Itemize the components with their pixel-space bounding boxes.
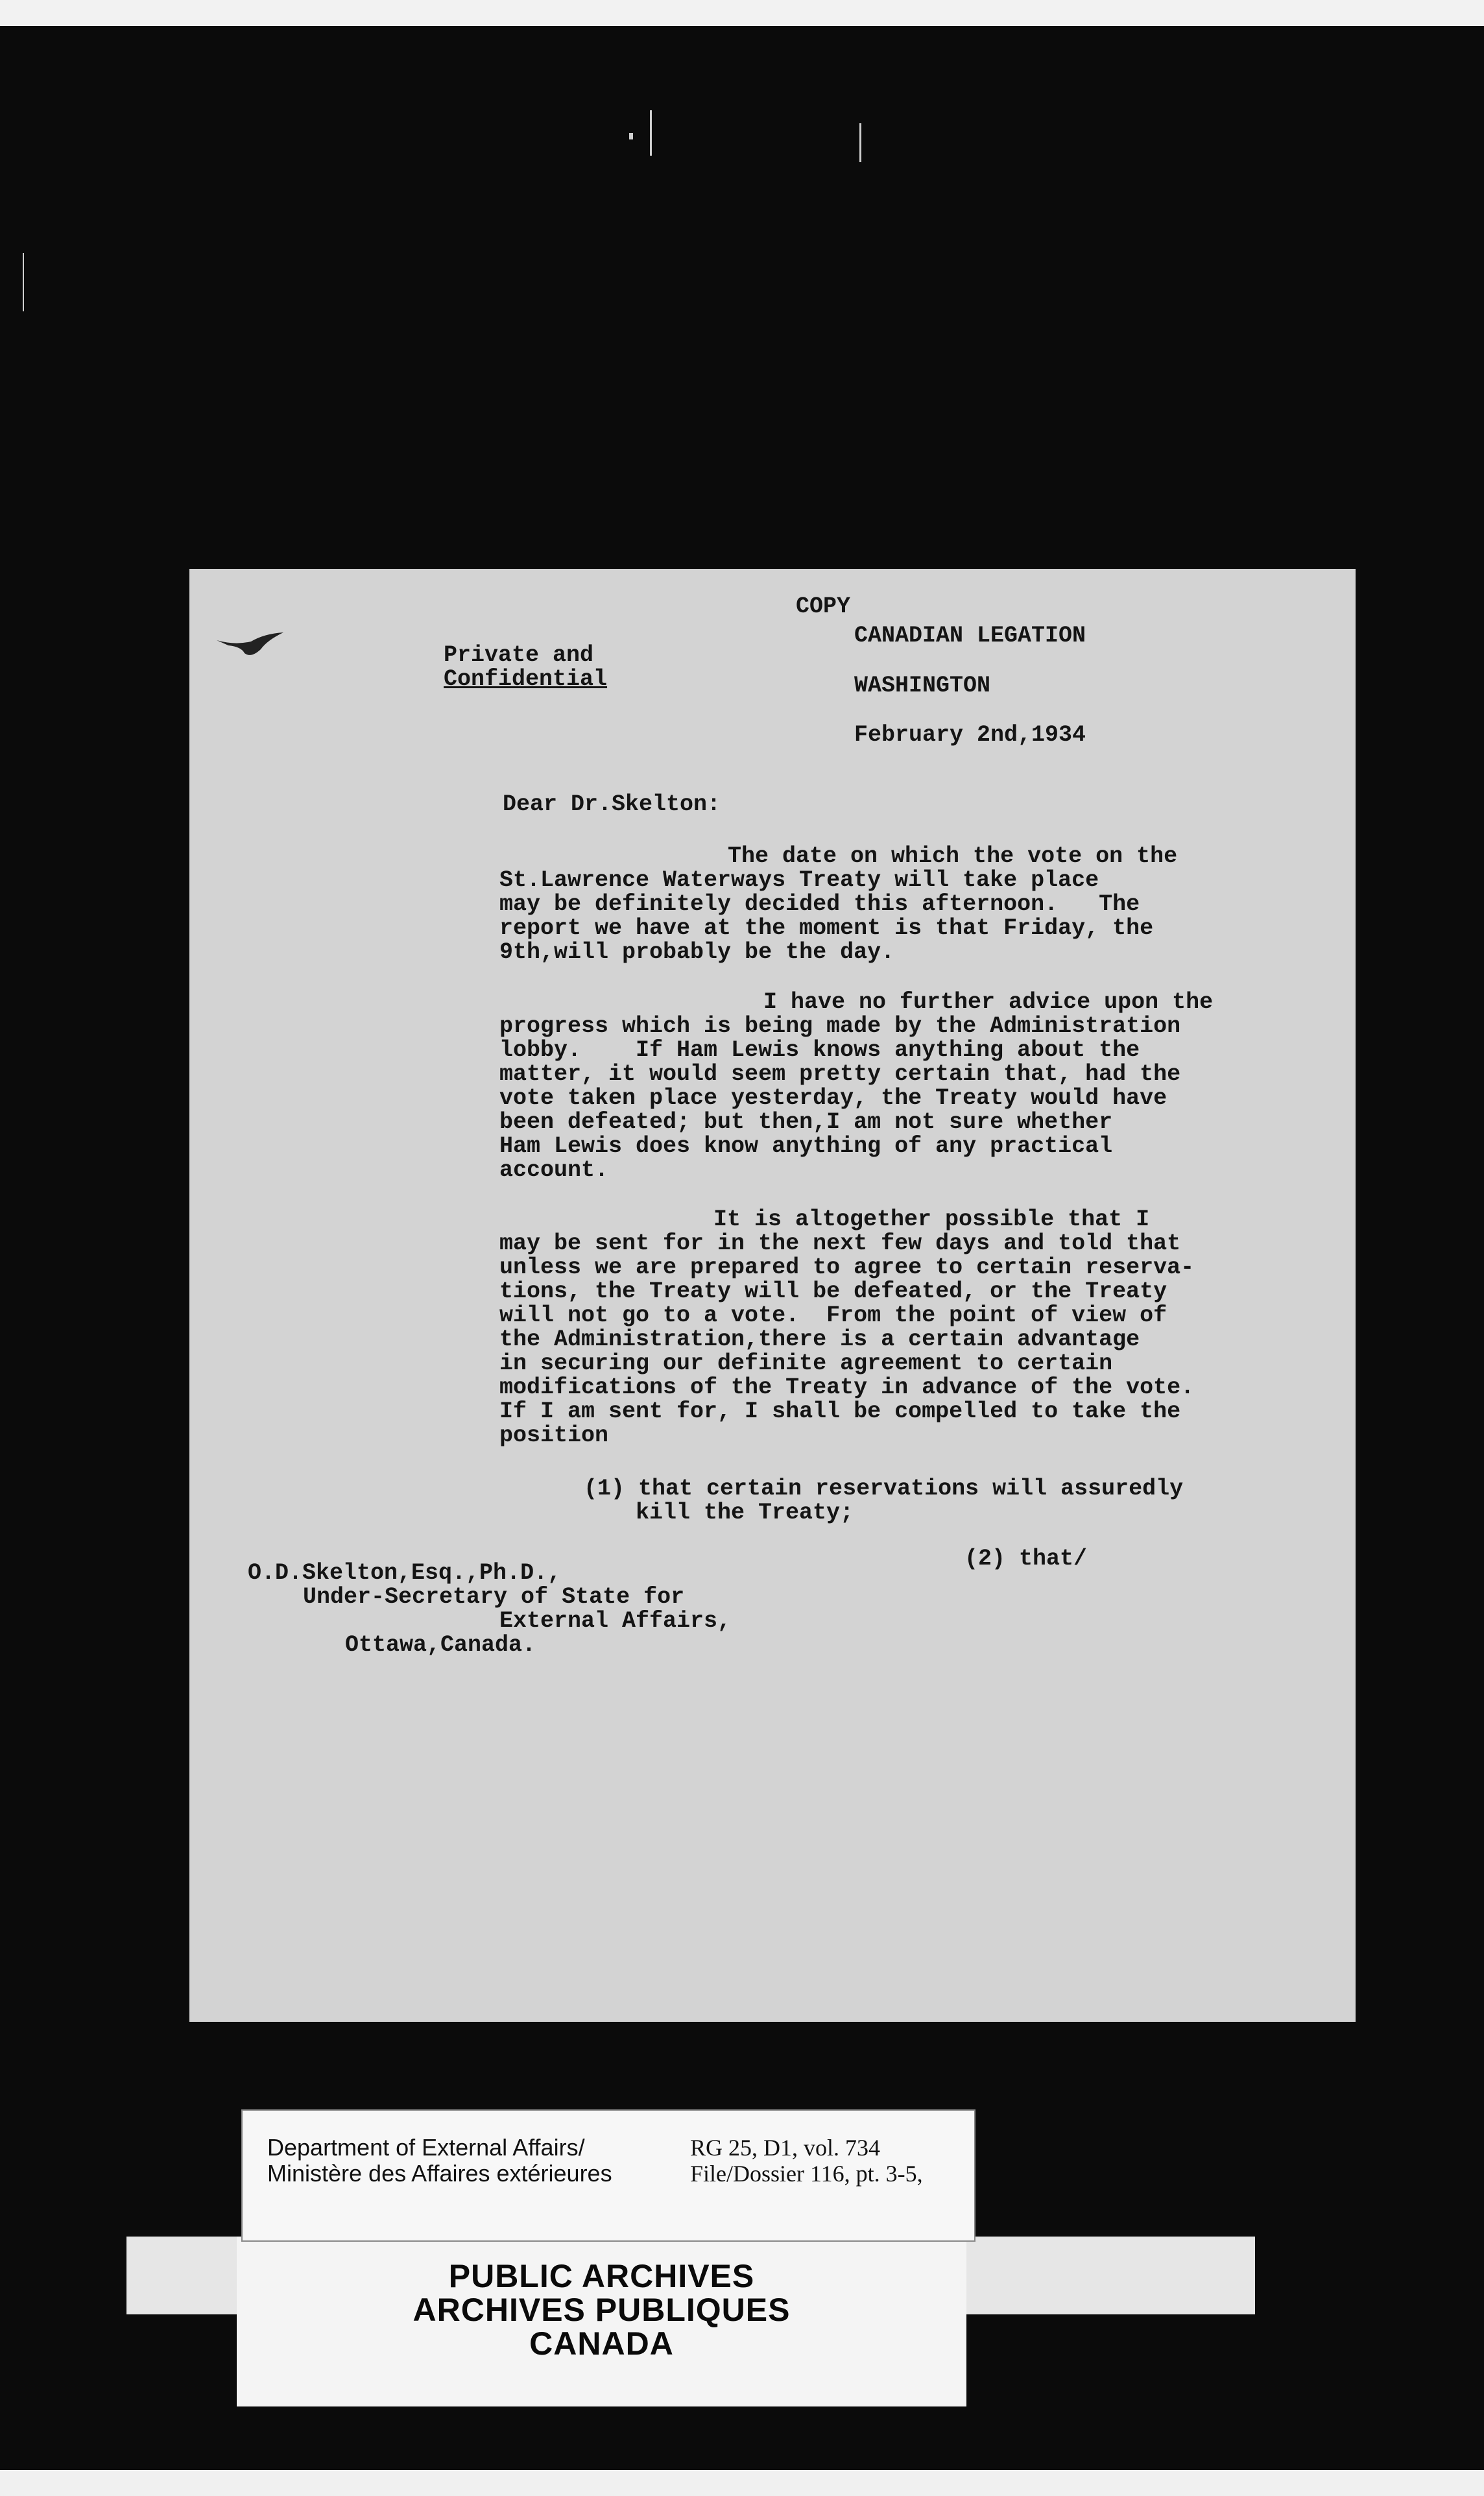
film-border-bottom — [0, 2470, 1484, 2496]
dept-fr: Ministère des Affaires extérieures — [267, 2160, 612, 2187]
paragraph-line: report we have at the moment is that Friday, the — [499, 915, 1154, 941]
stamp-line-2: ARCHIVES PUBLIQUES — [413, 2292, 791, 2328]
privacy-line-2: Confidential — [444, 666, 608, 692]
salutation: Dear Dr.Skelton: — [503, 791, 721, 817]
archive-reference-label — [241, 2109, 975, 2242]
paragraph-line: vote taken place yesterday, the Treaty would have — [499, 1085, 1167, 1111]
paragraph-line: If I am sent for, I shall be compelled to take the — [499, 1398, 1181, 1424]
ref-line-2: File/Dossier 116, pt. 3-5, — [690, 2161, 923, 2187]
dept-en: Department of External Affairs/ — [267, 2134, 585, 2161]
privacy-line-1: Private and — [444, 642, 594, 668]
paragraph-line: the Administration,there is a certain advantage — [499, 1326, 1140, 1352]
paragraph-line: Ham Lewis does know anything of any practical — [499, 1133, 1113, 1159]
film-scratch — [859, 123, 861, 162]
addressee-line: Under-Secretary of State for — [303, 1584, 685, 1610]
paragraph-line: matter, it would seem pretty certain that, had the — [499, 1061, 1181, 1087]
ref-line-1: RG 25, D1, vol. 734 — [690, 2135, 881, 2161]
continuation-mark: (2) that/ — [964, 1546, 1088, 1572]
addressee-line: Ottawa,Canada. — [345, 1632, 536, 1658]
list-item-1-cont: kill the Treaty; — [636, 1500, 854, 1526]
paragraph-line: account. — [499, 1157, 609, 1183]
paragraph-line: The date on which the vote on the — [728, 843, 1178, 869]
addressee-line: O.D.Skelton,Esq.,Ph.D., — [248, 1560, 562, 1586]
paragraph-line: St.Lawrence Waterways Treaty will take place — [499, 867, 1099, 893]
paragraph-line: lobby. If Ham Lewis knows anything about the — [499, 1037, 1140, 1063]
paragraph-line: tions, the Treaty will be defeated, or the Treaty — [499, 1278, 1167, 1304]
film-scratch — [23, 253, 24, 311]
film-scratch — [629, 133, 633, 139]
paragraph-line: position — [499, 1422, 609, 1448]
legation-name: CANADIAN LEGATION — [854, 623, 1086, 649]
stamp-line-1: PUBLIC ARCHIVES — [448, 2258, 755, 2294]
paragraph-line: modifications of the Treaty in advance of the vote. — [499, 1374, 1195, 1400]
ink-blot-mark — [215, 627, 287, 660]
archive-stamp — [237, 2237, 966, 2406]
film-scratch — [650, 110, 652, 156]
city: WASHINGTON — [854, 673, 991, 699]
list-item-1: (1) that certain reservations will assuredly — [584, 1476, 1184, 1502]
paragraph-line: will not go to a vote. From the point of view of — [499, 1302, 1167, 1328]
paragraph-line: unless we are prepared to agree to certain reserva- — [499, 1254, 1195, 1280]
paragraph-line: may be sent for in the next few days and told that — [499, 1230, 1181, 1256]
film-border-top — [0, 0, 1484, 26]
paragraph-line: It is altogether possible that I — [713, 1206, 1150, 1232]
stamp-line-3: CANADA — [529, 2325, 674, 2362]
paragraph-line: I have no further advice upon the — [763, 989, 1214, 1015]
paragraph-line: progress which is being made by the Administration — [499, 1013, 1181, 1039]
letter-page — [189, 569, 1356, 2022]
paragraph-line: 9th,will probably be the day. — [499, 939, 895, 965]
paragraph-line: in securing our definite agreement to certain — [499, 1350, 1113, 1376]
paragraph-line: may be definitely decided this afternoon. The — [499, 891, 1140, 917]
letter-date: February 2nd,1934 — [854, 722, 1086, 748]
copy-mark: COPY — [796, 594, 851, 619]
paragraph-line: been defeated; but then,I am not sure whether — [499, 1109, 1113, 1135]
addressee-line: External Affairs, — [499, 1608, 732, 1634]
